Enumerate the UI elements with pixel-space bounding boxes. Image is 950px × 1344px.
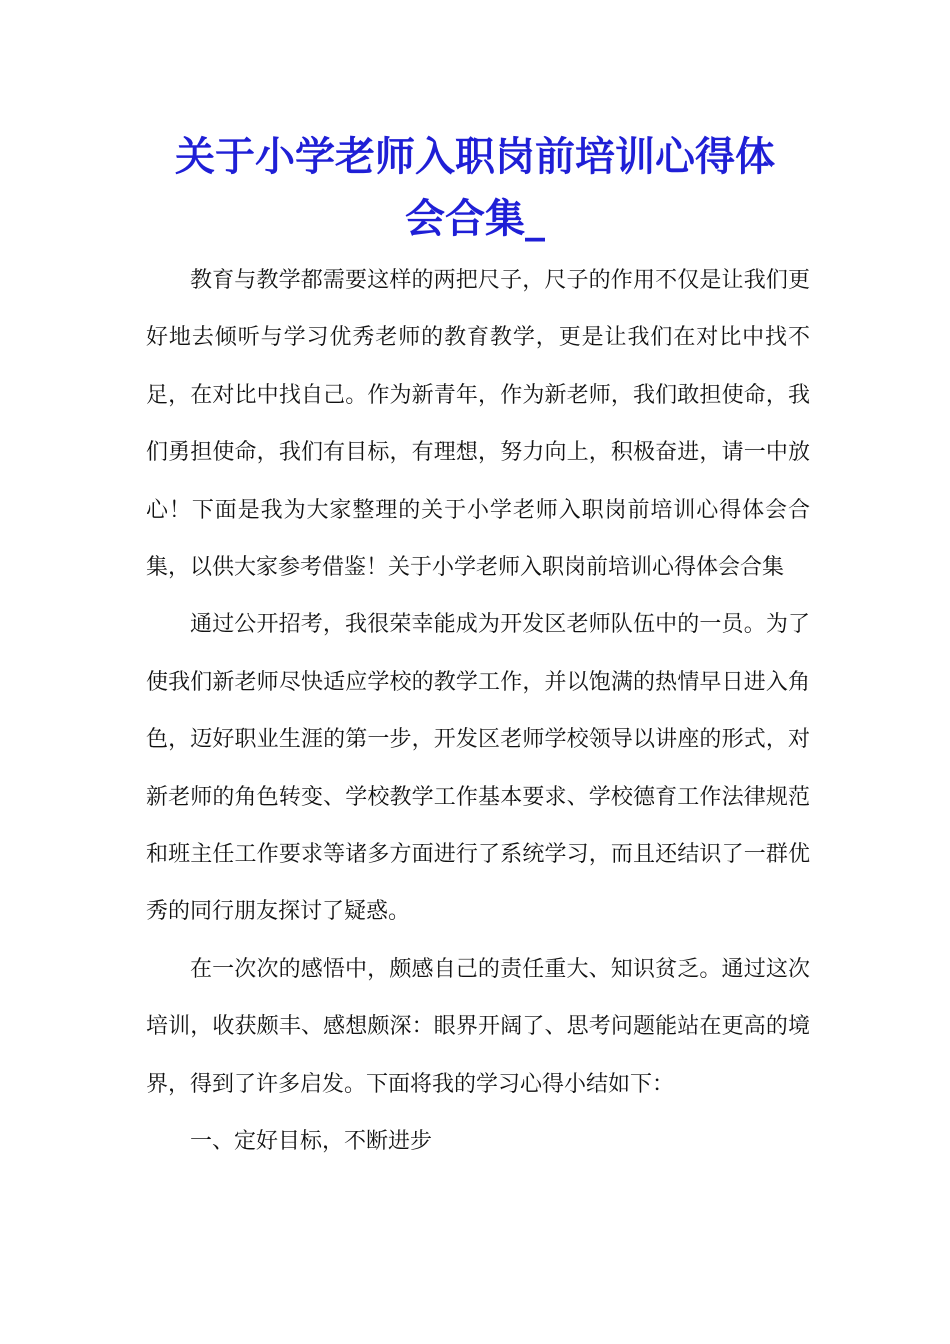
document-title-line-2: 会合集_ [405, 195, 545, 242]
section-heading-1: 一、定好目标，不断进步 [190, 1129, 433, 1155]
paragraph-reflection: 在一次次的感悟中，颇感自己的责任重大、知识贫乏。通过这次培训，收获颇丰、感想颇深：眼界开阔了、思考问题能站在更高的境界，得到了许多启发。下面将我的学习心得小结如下： [146, 956, 810, 1097]
document-title [120, 126, 830, 250]
document-title-line-1: 关于小学老师入职岗前培训心得体 [175, 133, 775, 180]
paragraph-training: 通过公开招考，我很荣幸能成为开发区老师队伍中的一员。为了使我们新老师尽快适应学校的教学工作，并以饱满的热情早日进入角色，迈好职业生涯的第一步，开发区老师学校领导以讲座的形式，对新老师的角色转变、学校教学工作基本要求、学校德育工作法律规范和班主任工作要求等诸多方面进行了系统学习，而且还结识了一群优秀的同行朋友探讨了疑惑。 [146, 612, 810, 925]
document-body [146, 252, 810, 1171]
paragraph-intro: 教育与教学都需要这样的两把尺子，尺子的作用不仅是让我们更好地去倾听与学习优秀老师的教育教学，更是让我们在对比中找不足，在对比中找自己。作为新青年，作为新老师，我们敢担使命，我们勇担使命，我们有目标，有理想，努力向上，积极奋进，请一中放心！下面是我为大家整理的关于小学老师入职岗前培训心得体会合集，以供大家参考借鉴！关于小学老师入职岗前培训心得体会合集 [146, 268, 810, 581]
